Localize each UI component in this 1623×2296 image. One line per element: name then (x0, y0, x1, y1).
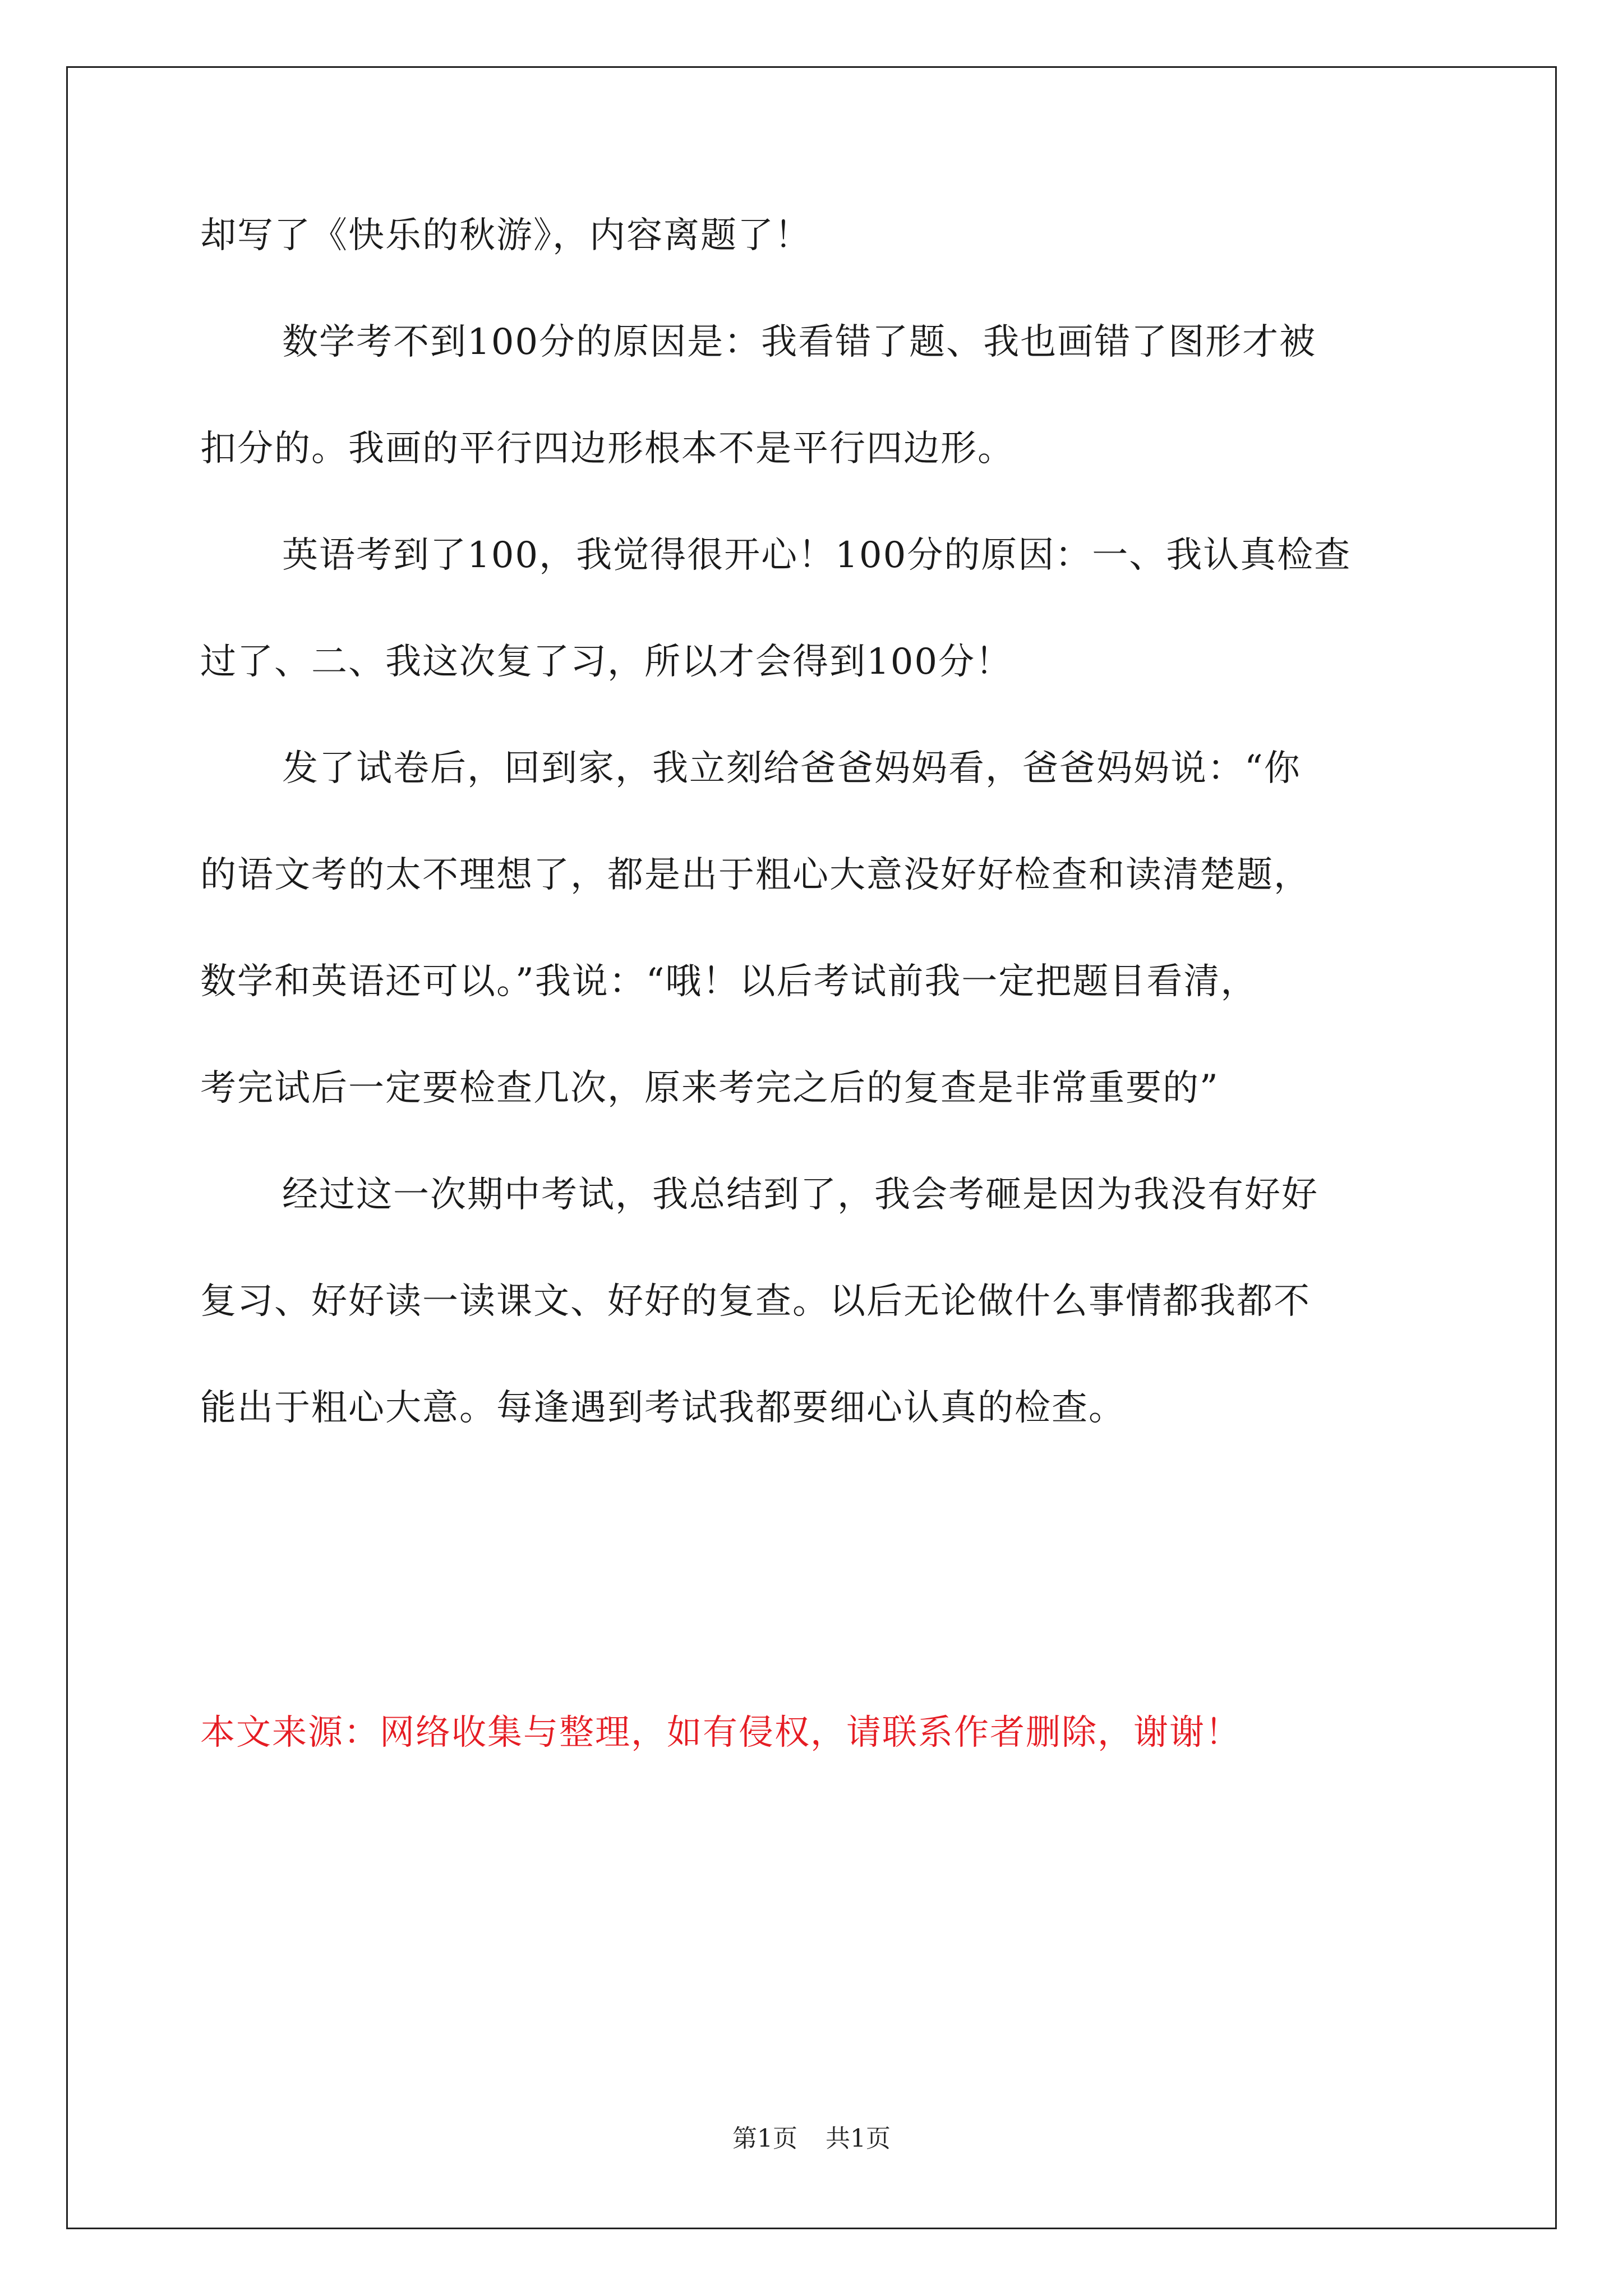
paragraph-2-line-2: 扣分的。我画的平行四边形根本不是平行四边形。 (200, 428, 1015, 470)
paragraph-4-line-1: 发了试卷后，回到家，我立刻给爸爸妈妈看，爸爸妈妈说：“你 (282, 748, 1301, 789)
paragraph-5-line-3: 能出于粗心大意。每逢遇到考试我都要细心认真的检查。 (200, 1387, 1126, 1429)
source-note: 本文来源：网络收集与整理，如有侵权，请联系作者删除，谢谢！ (200, 1711, 1242, 1752)
paragraph-4-line-4: 考完试后一定要检查几次，原来考完之后的复查是非常重要的” (200, 1068, 1219, 1109)
paragraph-4-line-3: 数学和英语还可以。”我说：“哦！以后考试前我一定把题目看清， (200, 961, 1258, 1002)
page-footer (0, 2123, 1623, 2155)
page-number-total: 共1页 (826, 2124, 891, 2153)
page-frame (66, 66, 1557, 2229)
paragraph-1-line-1: 却写了《快乐的秋游》，内容离题了！ (200, 215, 811, 256)
paragraph-3-line-1: 英语考到了100，我觉得很开心！100分的原因：一、我认真检查 (282, 535, 1352, 576)
page-number-current: 第1页 (732, 2124, 797, 2153)
paragraph-3-line-2: 过了、二、我这次复了习，所以才会得到100分！ (200, 641, 1013, 683)
paragraph-5-line-2: 复习、好好读一读课文、好好的复查。以后无论做什么事情都我都不 (200, 1281, 1311, 1322)
paragraph-5-line-1: 经过这一次期中考试，我总结到了，我会考砸是因为我没有好好 (282, 1174, 1318, 1216)
paragraph-2-line-1: 数学考不到100分的原因是：我看错了题、我也画错了图形才被 (282, 321, 1317, 363)
paragraph-4-line-2: 的语文考的太不理想了，都是出于粗心大意没好好检查和读清楚题， (200, 854, 1311, 896)
